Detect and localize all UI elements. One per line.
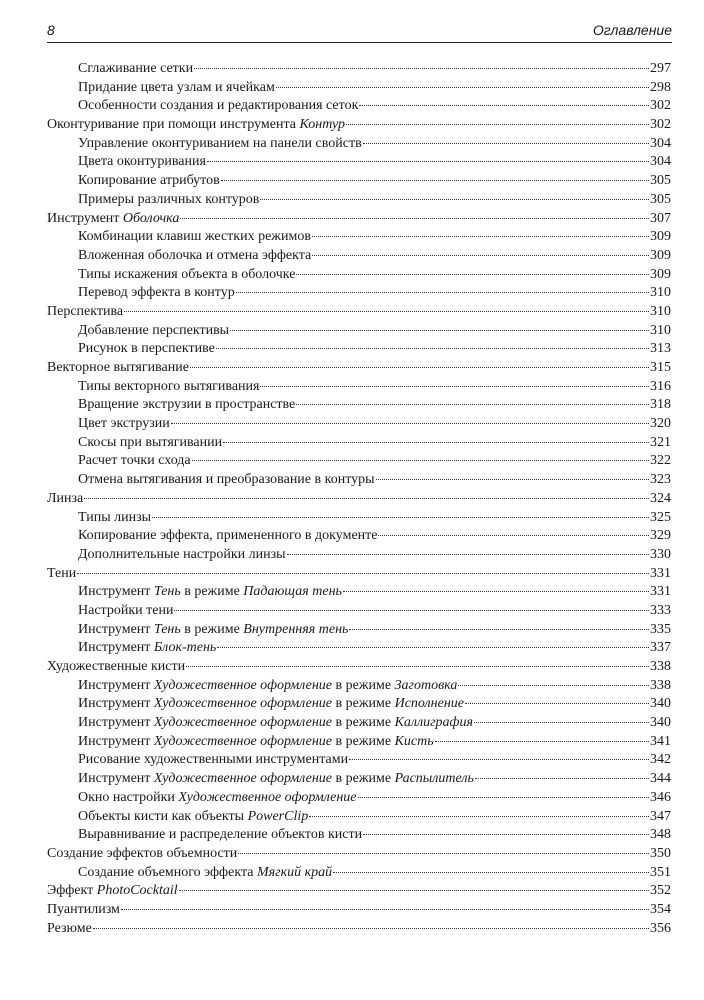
dot-leader [287, 554, 649, 555]
toc-page-number: 354 [650, 901, 671, 917]
toc-page-number: 309 [650, 229, 671, 245]
dot-leader [223, 442, 649, 443]
toc-page-number: 325 [650, 509, 671, 525]
toc-page-number: 356 [650, 920, 671, 936]
page-number: 8 [47, 22, 55, 38]
toc-entry-title: Художественные кисти [47, 659, 186, 674]
toc-entry-title: Создание объемного эффекта Мягкий край [78, 864, 333, 880]
dot-leader [296, 404, 649, 405]
toc-entry[interactable] [47, 303, 671, 322]
toc-entry-title: Перспектива [47, 303, 124, 319]
dot-leader [171, 423, 649, 424]
toc-entry-title: Особенности создания и редактирования сеток [78, 98, 359, 114]
toc-entry[interactable] [47, 415, 671, 434]
toc-entry[interactable] [47, 565, 671, 584]
toc-entry-title: Типы линзы [78, 509, 152, 525]
toc-entry-title: Управление оконтуриванием на панели свойств [78, 135, 362, 151]
dot-leader [236, 292, 649, 293]
toc-page-number: 310 [650, 303, 671, 319]
dot-leader [194, 68, 649, 69]
running-title: Оглавление [592, 22, 672, 38]
toc-entry[interactable] [47, 639, 671, 658]
toc-page-number: 318 [650, 397, 671, 413]
dot-leader [77, 573, 649, 574]
dot-leader [475, 778, 649, 779]
dot-leader [260, 199, 649, 200]
toc-entry[interactable] [47, 247, 671, 266]
dot-leader [309, 816, 649, 817]
toc-entry-title: Настройки тени [78, 602, 174, 618]
toc-page-number: 302 [650, 117, 671, 133]
toc-page-number: 342 [650, 752, 671, 768]
toc-page-number: 320 [650, 416, 671, 432]
toc-entry[interactable] [47, 172, 671, 191]
dot-leader [93, 928, 649, 929]
dot-leader [174, 610, 649, 611]
toc-entry-title: Сглаживание сетки [78, 61, 194, 76]
toc-entry-title: Вращение экструзии в пространстве [78, 397, 296, 413]
toc-page-number: 338 [650, 677, 671, 693]
toc-entry-title: Копирование эффекта, примененного в документе [78, 528, 378, 544]
toc-entry-title: Цвет экструзии [78, 416, 170, 432]
toc-entry[interactable] [47, 714, 671, 733]
dot-leader [376, 479, 649, 480]
dot-leader [276, 87, 649, 88]
toc-page-number: 305 [650, 173, 671, 189]
toc-entry[interactable] [47, 677, 671, 696]
toc-entry[interactable] [47, 583, 671, 602]
toc-page-number: 304 [650, 154, 671, 170]
toc-entry-title: Выравнивание и распределение объектов кисти [78, 827, 363, 843]
dot-leader [458, 685, 649, 686]
toc-page-number: 321 [650, 434, 671, 450]
toc-page-number: 310 [650, 322, 671, 338]
page-header [47, 20, 672, 43]
toc-entry[interactable] [47, 808, 671, 827]
toc-page-number: 352 [650, 883, 671, 899]
toc-entry-title: Перевод эффекта в контур [78, 285, 235, 301]
dot-leader [124, 311, 649, 312]
toc-page-number: 302 [650, 98, 671, 114]
dot-leader [296, 274, 649, 275]
toc-entry[interactable] [47, 826, 671, 845]
toc-entry[interactable] [47, 845, 671, 864]
toc-entry-title: Инструмент Тень в режиме Внутренняя тень [78, 621, 349, 637]
toc-page-number: 316 [650, 378, 671, 394]
dot-leader [260, 386, 649, 387]
toc-page-number: 340 [650, 715, 671, 731]
toc-entry[interactable] [47, 322, 671, 341]
dot-leader [363, 143, 649, 144]
toc-entry-title: Дополнительные настройки линзы [78, 546, 286, 562]
toc-page-number: 310 [650, 285, 671, 301]
toc-entry[interactable] [47, 901, 671, 920]
dot-leader [435, 741, 649, 742]
toc-entry-title: Пуантилизм [47, 901, 120, 917]
dot-leader [230, 330, 649, 331]
toc-page-number: 307 [650, 210, 671, 226]
toc-page-number: 335 [650, 621, 671, 637]
dot-leader [192, 460, 649, 461]
toc-entry-title: Инструмент Оболочка [47, 210, 180, 226]
dot-leader [349, 629, 649, 630]
dot-leader [363, 834, 649, 835]
toc-entry[interactable] [47, 79, 671, 98]
toc-entry-title: Тени [47, 565, 77, 581]
dot-leader [190, 367, 649, 368]
toc-entry[interactable] [47, 490, 671, 509]
toc-page-number: 340 [650, 696, 671, 712]
toc-entry[interactable] [47, 60, 671, 79]
toc-entry-title: Добавление перспективы [78, 322, 230, 338]
toc-entry[interactable] [47, 228, 671, 247]
toc-entry-title: Создание эффектов объемности [47, 845, 238, 861]
dot-leader [474, 722, 649, 723]
dot-leader [378, 535, 649, 536]
dot-leader [312, 255, 649, 256]
toc-entry[interactable] [47, 864, 671, 883]
toc-entry-title: Инструмент Художественное оформление в режиме Исполнение [78, 696, 464, 712]
toc-entry-title: Типы искажения объекта в оболочке [78, 266, 296, 282]
dot-leader [221, 180, 649, 181]
toc-entry[interactable] [47, 658, 671, 677]
toc-page-number: 344 [650, 771, 671, 787]
toc-entry-title: Объекты кисти как объекты PowerClip [78, 808, 309, 824]
toc-entry-title: Инструмент Художественное оформление в режиме Кисть [78, 733, 434, 749]
dot-leader [121, 909, 649, 910]
dot-leader [186, 666, 649, 667]
toc-entry[interactable] [47, 770, 671, 789]
dot-leader [152, 517, 649, 518]
dot-leader [217, 647, 649, 648]
dot-leader [465, 703, 649, 704]
toc-page-number: 330 [650, 546, 671, 562]
toc-page-number: 331 [650, 584, 671, 600]
dot-leader [359, 105, 649, 106]
toc-entry-title: Отмена вытягивания и преобразование в контуры [78, 472, 375, 488]
dot-leader [349, 759, 649, 760]
toc-entry[interactable] [47, 920, 671, 939]
toc-entry[interactable] [47, 359, 671, 378]
toc-page-number: 298 [650, 79, 671, 95]
dot-leader [343, 591, 649, 592]
toc-entry-title: Окно настройки Художественное оформление [78, 789, 357, 805]
toc-entry-title: Скосы при вытягивании [78, 434, 223, 450]
dot-leader [179, 890, 649, 891]
toc-page-number: 333 [650, 602, 671, 618]
toc-page-number: 348 [650, 827, 671, 843]
toc-page-number: 347 [650, 808, 671, 824]
toc-entry[interactable] [47, 191, 671, 210]
toc-page-number: 338 [650, 659, 671, 674]
toc-page-number: 309 [650, 266, 671, 282]
toc-entry[interactable] [47, 751, 671, 770]
toc-entry-title: Резюме [47, 920, 92, 936]
toc-entry-title: Цвета оконтуривания [78, 154, 206, 170]
toc-entry[interactable] [47, 135, 671, 154]
toc-page-number: 324 [650, 490, 671, 506]
toc-page-number: 313 [650, 341, 671, 357]
toc-entry[interactable] [47, 434, 671, 453]
toc-page-number: 331 [650, 565, 671, 581]
toc-page-number: 304 [650, 135, 671, 151]
toc-page-number: 315 [650, 360, 671, 375]
toc-entry[interactable] [47, 153, 671, 172]
toc-entry-title: Расчет точки схода [78, 453, 191, 469]
toc-entry-title: Эффект PhotoCocktail [47, 883, 178, 899]
toc-page-number: 329 [650, 528, 671, 544]
toc-page-number: 350 [650, 845, 671, 861]
toc-entry-title: Копирование атрибутов [78, 173, 220, 189]
dot-leader [216, 348, 649, 349]
toc-page-number: 309 [650, 247, 671, 263]
toc-entry[interactable] [47, 471, 671, 490]
dot-leader [358, 797, 650, 798]
toc-entry-title: Инструмент Художественное оформление в режиме Распылитель [78, 771, 474, 787]
toc-page-number: 305 [650, 191, 671, 207]
toc-entry[interactable] [47, 733, 671, 752]
toc-entry-title: Рисунок в перспективе [78, 341, 215, 357]
toc-page-number: 346 [650, 789, 671, 805]
toc-page-number: 297 [650, 61, 671, 76]
toc-entry[interactable] [47, 621, 671, 640]
toc-page-number: 351 [650, 864, 671, 880]
toc-entry[interactable] [47, 602, 671, 621]
toc-entry[interactable] [47, 527, 671, 546]
toc-entry[interactable] [47, 97, 671, 116]
dot-leader [238, 853, 649, 854]
toc-entry[interactable] [47, 546, 671, 565]
dot-leader [312, 236, 649, 237]
dot-leader [180, 218, 649, 219]
toc-entry[interactable] [47, 116, 671, 135]
toc-entry-title: Комбинации клавиш жестких режимов [78, 229, 311, 245]
toc-entry-title: Оконтуривание при помощи инструмента Контур [47, 117, 345, 133]
table-of-contents [47, 60, 671, 938]
toc-page-number: 322 [650, 453, 671, 469]
dot-leader [346, 124, 649, 125]
dot-leader [333, 872, 649, 873]
toc-entry[interactable] [47, 882, 671, 901]
toc-entry[interactable] [47, 340, 671, 359]
toc-entry-title: Вложенная оболочка и отмена эффекта [78, 247, 312, 263]
toc-entry[interactable] [47, 396, 671, 415]
toc-entry[interactable] [47, 452, 671, 471]
toc-page-number: 337 [650, 640, 671, 656]
toc-entry-title: Векторное вытягивание [47, 360, 189, 375]
toc-entry[interactable] [47, 378, 671, 397]
toc-entry-title: Инструмент Блок-тень [78, 640, 217, 656]
toc-entry[interactable] [47, 210, 671, 229]
toc-page-number: 341 [650, 733, 671, 749]
toc-entry-title: Типы векторного вытягивания [78, 378, 260, 394]
toc-entry-title: Придание цвета узлам и ячейкам [78, 79, 275, 95]
toc-entry-title: Инструмент Художественное оформление в режиме Каллиграфия [78, 715, 473, 731]
toc-entry-title: Примеры различных контуров [78, 191, 260, 207]
dot-leader [84, 498, 649, 499]
toc-entry[interactable] [47, 509, 671, 528]
toc-entry-title: Инструмент Тень в режиме Падающая тень [78, 584, 342, 600]
toc-entry-title: Линза [47, 490, 84, 506]
toc-page-number: 323 [650, 472, 671, 488]
toc-entry-title: Рисование художественными инструментами [78, 752, 349, 768]
toc-entry[interactable] [47, 789, 671, 808]
toc-entry[interactable] [47, 266, 671, 285]
dot-leader [207, 161, 649, 162]
toc-entry[interactable] [47, 284, 671, 303]
toc-entry[interactable] [47, 695, 671, 714]
toc-entry-title: Инструмент Художественное оформление в режиме Заготовка [78, 677, 458, 693]
